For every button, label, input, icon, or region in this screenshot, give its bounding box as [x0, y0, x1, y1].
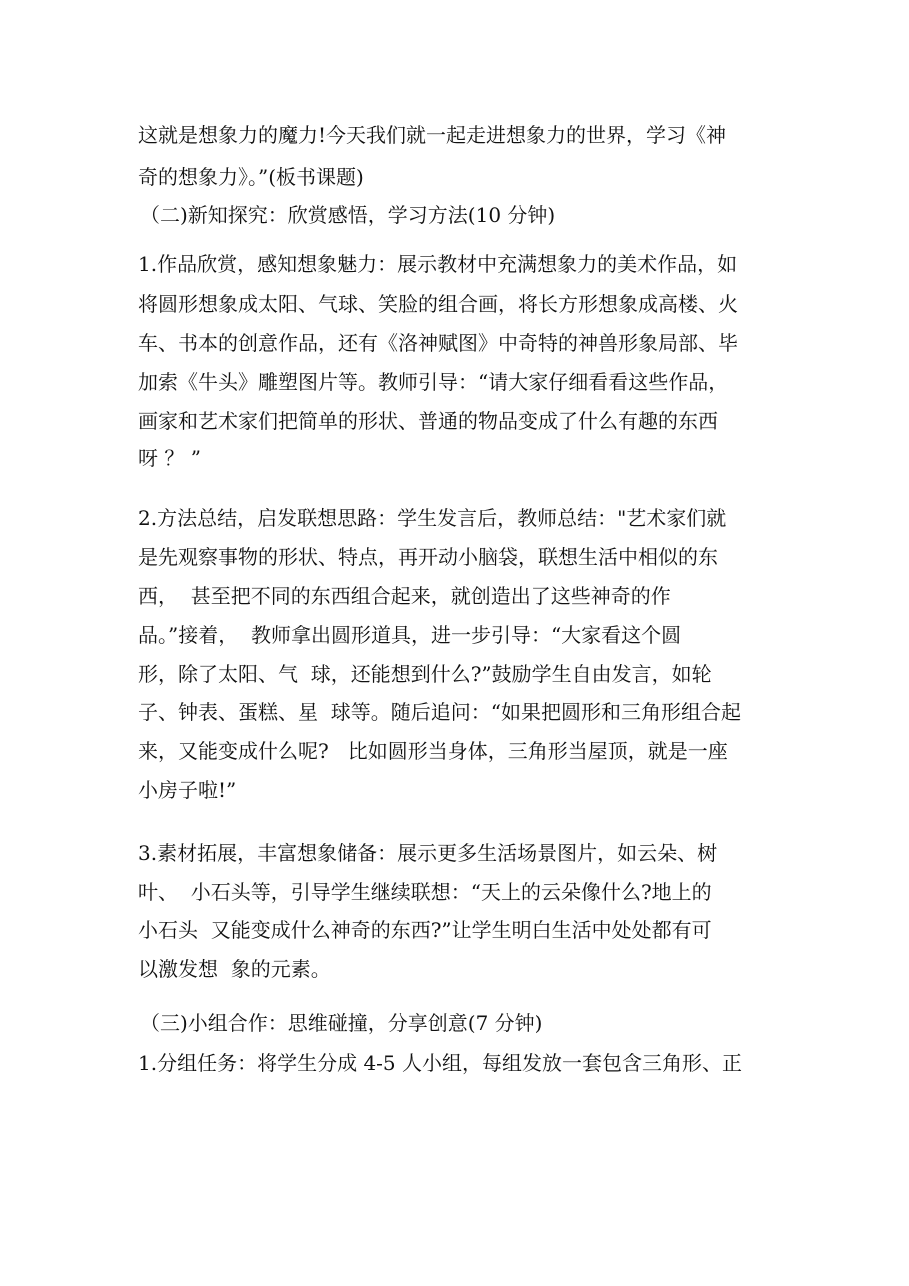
text-line: 小房子啦!”	[138, 778, 237, 802]
section-heading: （二)新知探究：欣赏感悟，学习方法(10 分钟)	[140, 203, 556, 227]
text-line: 1.分组任务：将学生分成 4-5 人小组，每组发放一套包含三角形、正	[138, 1051, 743, 1075]
text-line: 3.素材拓展，丰富想象储备：展示更多生活场景图片，如云朵、树	[138, 841, 718, 865]
text-line: 子、钟表、蛋糕、星 球等。随后追问：“如果把圆形和三角形组合起	[138, 700, 741, 724]
text-line: 奇的想象力》。”(板书课题)	[138, 165, 364, 189]
text-line: 来，又能变成什么呢? 比如圆形当身体，三角形当屋顶，就是一座	[138, 739, 728, 763]
text-line: 叶、 小石头等，引导学生继续联想：“天上的云朵像什么?地上的	[138, 880, 712, 904]
text-line: 画家和艺术家们把简单的形状、普通的物品变成了什么有趣的东西	[138, 409, 718, 433]
text-line: 形，除了太阳、气 球，还能想到什么?”鼓励学生自由发言，如轮	[138, 662, 712, 686]
text-line: 呀 ？ ”	[138, 446, 201, 470]
text-line: 车、书本的创意作品，还有《洛神赋图》中奇特的神兽形象局部、毕	[138, 331, 738, 355]
text-line: 小石头 又能变成什么神奇的东西?”让学生明白生活中处处都有可	[138, 918, 712, 942]
text-line: 品。”接着， 教师拿出圆形道具，进一步引导：“大家看这个圆	[138, 623, 682, 647]
text-line: 西， 甚至把不同的东西组合起来，就创造出了这些神奇的作	[138, 584, 671, 608]
text-line: 是先观察事物的形状、特点，再开动小脑袋，联想生活中相似的东	[138, 545, 718, 569]
text-line: 这就是想象力的魔力!今天我们就一起走进想象力的世界，学习《神	[138, 123, 727, 147]
text-line: 2.方法总结，启发联想思路：学生发言后，教师总结："艺术家们就	[138, 506, 727, 530]
text-line: 将圆形想象成太阳、气球、笑脸的组合画，将长方形想象成高楼、火	[138, 292, 738, 316]
text-line: 加索《牛头》雕塑图片等。教师引导：“请大家仔细看看这些作品，	[138, 370, 729, 394]
text-line: 1.作品欣赏，感知想象魅力：展示教材中充满想象力的美术作品，如	[138, 252, 738, 276]
section-heading: （三)小组合作：思维碰撞，分享创意(7 分钟)	[140, 1011, 543, 1035]
text-line: 以激发想 象的元素。	[138, 957, 331, 981]
